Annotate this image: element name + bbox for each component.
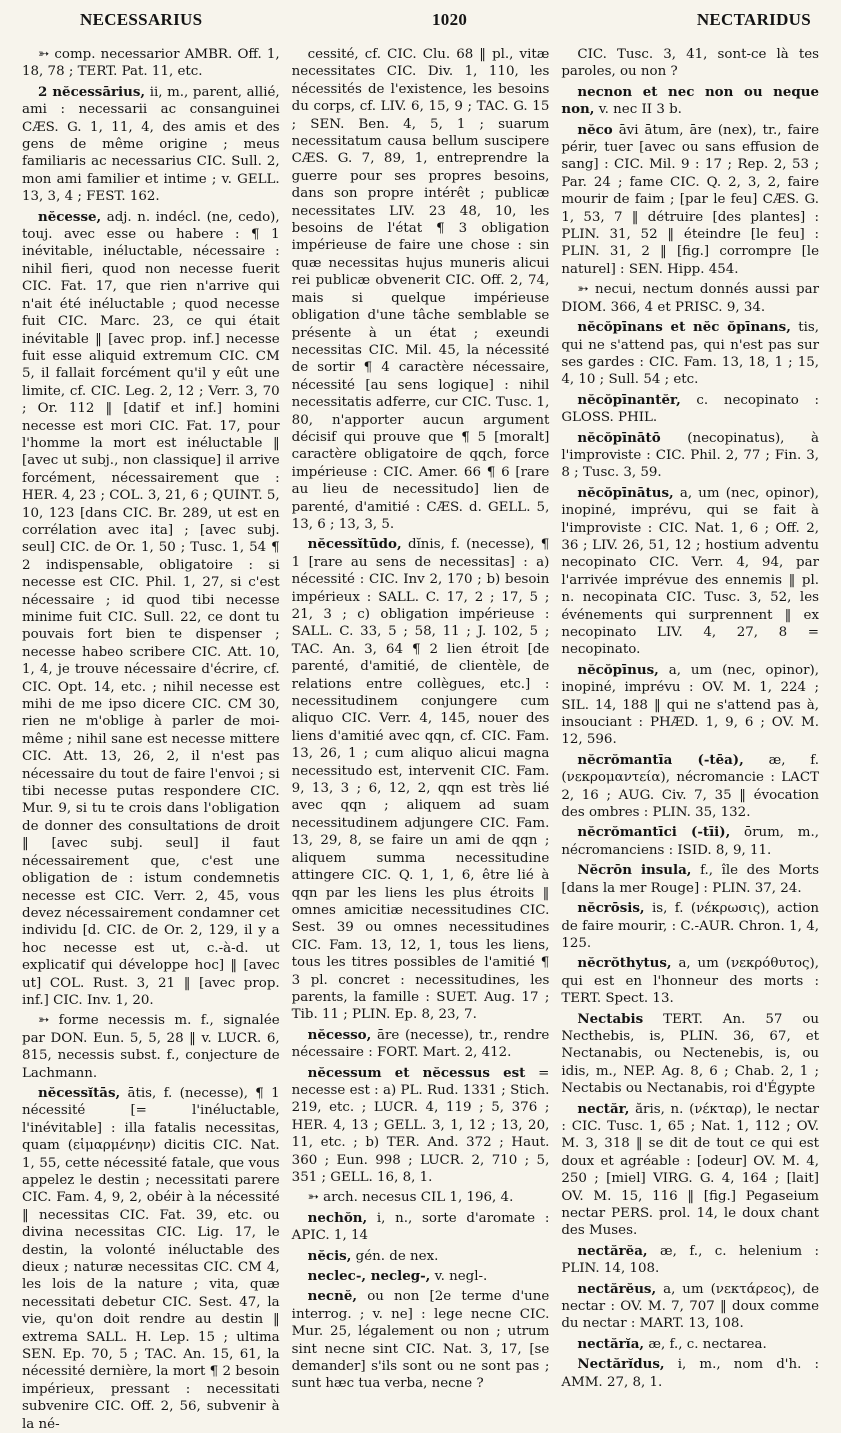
dictionary-entry (22, 1085, 280, 1433)
dictionary-entry (561, 824, 819, 859)
dictionary-entry (22, 84, 280, 206)
entry-definition: v. negl-. (434, 1269, 488, 1285)
entry-headword: neclec-, necleg-, (307, 1268, 431, 1285)
entry-headword: nĕcrōsis, (577, 900, 645, 917)
entry-headword: Nĕcrōn insula, (577, 862, 692, 879)
entry-definition: c. necopinato : GLOSS. PHIL. (561, 392, 820, 426)
dictionary-entry (292, 1065, 550, 1187)
entry-definition: a, um (νεκρόθυτος), qui est en l'honneur des morts : TERT. Spect. 13. (561, 956, 820, 1007)
dictionary-entry (561, 46, 819, 81)
entry-definition: cessité, cf. CIC. Clu. 68 ‖ pl., vitæ necessitates CIC. Div. 1, 110, les nécessités de l'existence, les besoins du corps, cf. LIV. 6, 15, 9 ; TAC. G. 15 ; SEN. Ben. 4, 5, 1 ; suarum necessitatum causa bellum suscipere CÆS. G. 7, 89, 1, entreprendre la guerre pour ses propres besoins, dans son propre intérêt ; publicæ necessitates LIV. 23 48, 10, les besoins de l'état ¶ 3 obligation impérieuse de faire une chose : sin quæ necessitas hujus muneris alicui rei publicæ obvenerit CIC. Off. 2, 74, mais si quelque impérieuse obligation d'une tâche semblable se présente à un état ; exeundi necessitas CIC. Mil. 45, la nécessité de sortir ¶ 4 caractère nécessaire, nécessité [au sens logique] : nihil necessitatis adferre, cur CIC. Tusc. 1, 80, n'apporter aucun argument décisif qui prouve que ¶ 5 [moralt] caractère obligatoire de qqch, force impérieuse : CIC. Amer. 66 ¶ 6 [rare au lieu de necessitudo] lien de parenté, d'amitié : CÆS. d. GELL. 5, 13, 6 ; 13, 3, 5. (291, 47, 550, 532)
dictionary-entry (561, 1101, 819, 1240)
dictionary-entry (561, 862, 819, 897)
dictionary-entry (292, 1189, 550, 1206)
entry-definition: adj. n. indécl. (ne, cedo), touj. avec esse ou habere : ¶ 1 inévitable, inéluctable, nécessaire : nihil fieri, quod non necesse fuerit CIC. Fat. 17, que rien n'arrive qui n'ait été inéluctable ; quod necesse fuit CIC. Marc. 23, ce qui était inévitable ‖ [avec prop. inf.] necesse fuit esse aliquid extremum CIC. CM 5, il fallait forcément qu'il y eût une limite, cf. CIC. Leg. 2, 12 ; Verr. 3, 70 ; Or. 112 ‖ [datif et inf.] homini necesse est mori CIC. Fat. 17, pour l'homme la mort est inéluctable ‖ [avec ut subj., non classique] il arrive forcément, nécessairement que : HER. 4, 23 ; COL. 3, 21, 6 ; QUINT. 5, 10, 123 [dans CIC. Br. 289, ut est en corrélation avec ita] ; [avec subj. seul] CIC. de Or. 1, 50 ; Tusc. 1, 54 ¶ 2 indispensable, obligatoire : si necesse est CIC. Phil. 1, 27, si c'est nécessaire ; id quod tibi necesse minime fuit CIC. Sull. 22, ce dont tu pouvais fort bien te dispenser ; necesse habeo scribere CIC. Att. 10, 1, 4, je trouve nécessaire d'écrire, cf. CIC. Opt. 14, etc. ; nihil necesse est mihi de me ipso dicere CIC. CM 30, rien ne m'oblige à parler de moi-même ; nihil sane est necesse mittere CIC. Att. 13, 26, 2, il n'est pas nécessaire du tout de faire l'envoi ; si tibi necesse putas respondere CIC. Mur. 9, si tu te crois dans l'obligation de donner des consultations de droit ‖ [avec subj. seul] il faut nécessairement que, c'est une obligation de : istum condemnetis necesse est CIC. Verr. 2, 45, vous devez nécessairement condamner cet individu [d. CIC. de Or. 2, 129, il y a hoc necesse est ut, c.-à-d. ut explicatif qui développe hoc] ‖ [avec ut] COL. Rust. 3, 21 ‖ [avec prop. inf.] CIC. Inv. 1, 20. (22, 209, 280, 1008)
entry-headword: nĕcessĭtās, (38, 1084, 121, 1101)
header-left-guideword: NECESSARIUS (80, 10, 203, 29)
dictionary-entry (561, 1281, 819, 1333)
entry-definition: ➳ arch. necesus CIL 1, 196, 4. (307, 1190, 514, 1206)
dictionary-entry (22, 1012, 280, 1082)
columns (22, 46, 820, 1432)
entry-definition: a, um (nec, opinor), inopiné, imprévu, qui se fait à l'improviste : CIC. Nat. 1, 6 ; Off. 2, 36 ; LIV. 26, 51, 12 ; hostium adventu necopinato CIC. Verr. 4, 94, par l'arrivée imprévue des ennemis ‖ pl. n. necopinata CIC. Tusc. 3, 52, les événements qui surprennent ‖ ex necopinato LIV. 4, 27, 8 = necopinato. (561, 485, 820, 658)
entry-headword: nĕcesse, (38, 208, 102, 225)
entry-headword: nĕco (577, 121, 613, 138)
entry-headword: 2 nĕcessārius, (38, 83, 146, 100)
entry-definition: i, n., sorte d'aromate : APIC. 1, 14 (291, 1210, 550, 1244)
entry-definition: TERT. An. 57 ou Necthebis, is, PLIN. 36, 67, et Nectanabis, ou Nectenebis, is, ou idis, m., NEP. Ag. 8, 6 ; Chab. 2, 1 ; Nectabis ou Nectanabis, roi d'Égypte (561, 1011, 820, 1097)
entry-definition: æ, f. (νεκρομαντεία), nécromancie : LACT 2, 16 ; AUG. Civ. 7, 35 ‖ évocation des ombres : PLIN. 35, 132. (561, 752, 820, 821)
entry-headword: nechŏn, (307, 1209, 368, 1226)
entry-headword: nĕcrŏmantīa (-tēa), (577, 751, 744, 768)
page-header (22, 10, 819, 46)
dictionary-entry (292, 536, 550, 1023)
dictionary-entry (561, 84, 819, 119)
dictionary-entry (292, 46, 550, 533)
dictionary-entry (561, 752, 819, 822)
dictionary-entry (561, 1356, 819, 1391)
dictionary-entry (292, 1027, 550, 1062)
entry-definition: is, f. (νέκρωσις), action de faire mourir, : C.-AUR. Chron. 1, 4, 125. (561, 901, 820, 951)
entry-headword: nĕcesso, (307, 1026, 372, 1043)
entry-definition: ou non [2e terme d'une interrog. ; v. ne] : lege necne CIC. Mur. 25, légalement ou non ; utrum sint necne sint CIC. Nat. 3, 17, [se demander] s'ils sont ou ne sont pas ; sunt hæc tua verba, necne ? (291, 1289, 550, 1392)
entry-definition: ōrum, m., nécromanciens : ISID. 8, 9, 11. (561, 825, 820, 858)
dictionary-entry (561, 392, 819, 427)
entry-definition: ➳ necui, nectum donnés aussi par DIOM. 366, 4 et PRISC. 9, 34. (561, 282, 820, 315)
entry-headword: nĕcŏpīnātō (577, 429, 661, 446)
dictionary-entry (561, 122, 819, 279)
entry-headword: Nectărĭdus, (577, 1356, 665, 1373)
header-right-guideword: NECTARIDUS (696, 10, 811, 29)
dictionary-entry (561, 955, 819, 1007)
dictionary-entry (292, 1288, 550, 1392)
entry-definition: CIC. Tusc. 3, 41, sont-ce là tes paroles, ou non ? (561, 47, 820, 80)
dictionary-entry (561, 430, 819, 482)
dictionary-entry (561, 1243, 819, 1278)
entry-definition: a, um (νεκτάρεος), de nectar : OV. M. 7, 707 ‖ doux comme du nectar : MART. 13, 108. (561, 1281, 820, 1332)
entry-definition: dĭnis, f. (necesse), ¶ 1 [rare au sens de necessitas] : a) nécessité : CIC. Inv 2, 170 ; b) besoin impérieux : SALL. C. 17, 2 ; 17, 5 ; 21, 3 ; c) obligation impérieuse : SALL. C. 33, 5 ; 58, 11 ; J. 102, 5 ; TAC. An. 3, 64 ¶ 2 lien étroit [de parenté, d'amitié, de clientèle, de relations entre collègues, etc.] : necessitudinem conjungere cum aliquo CIC. Verr. 4, 145, nouer des liens d'amitié avec qqn, cf. CIC. Fam. 13, 26, 1 ; cum aliquo alicui magna necessitudo est, intervenit CIC. Fam. 9, 13, 3 ; 6, 12, 2, qqn est très lié avec qqn ; aliquem ad suam necessitudinem adjungere CIC. Fam. 13, 29, 8, se faire un ami de qqn ; aliquem summa necessitudine attingere CIC. Q. 1, 1, 6, être lié à qqn par les liens les plus étroits ‖ omnes amicitiæ necessitudines CIC. Sest. 39 ou omnes necessitudines CIC. Fam. 13, 12, 1, tous les liens, tous les titres possibles de l'amitié ¶ 3 pl. concret : necessitudines, les parents, la famille : SUET. Aug. 17 ; Tib. 11 ; PLIN. Ep. 8, 23, 7. (291, 537, 550, 1023)
dictionary-entry (561, 281, 819, 316)
page-number: 1020 (431, 10, 468, 29)
entry-definition: āre (necesse), tr., rendre nécessaire : FORT. Mart. 2, 412. (291, 1027, 550, 1061)
entry-headword: nĕcŏpīnātus, (577, 484, 674, 501)
entry-headword: Nectabis (577, 1010, 644, 1027)
entry-definition: a, um (nec, opinor), inopiné, imprévu : OV. M. 1, 224 ; SIL. 14, 188 ‖ qui ne s'attend pas à, insouciant : PHÆD. 1, 9, 6 ; OV. M. 12, 596. (561, 662, 820, 748)
dictionary-entry (22, 46, 280, 81)
dictionary-entry (292, 1268, 550, 1285)
entry-headword: necnĕ, (307, 1288, 357, 1305)
entry-headword: nĕcrŏmantīci (-tīi), (577, 824, 731, 841)
dictionary-entry (561, 485, 819, 659)
dictionary-entry (292, 1248, 550, 1265)
entry-headword: nectărĭa, (577, 1335, 645, 1352)
entry-headword: nectăr, (577, 1100, 630, 1117)
entry-definition: ātis, f. (necesse), ¶ 1 nécessité [= l'inéluctable, l'inévitable] : illa fatalis necessitas, quam (εἱμαρμένην) dicitis CIC. Nat. 1, 55, cette nécessité fatale, que vous appelez le destin ; necessitati parere CIC. Fam. 4, 9, 2, obéir à la nécessité ‖ necessitas CIC. Fat. 39, etc. ou divina necessitas CIC. Lig. 17, le destin, la volonté inéluctable des dieux ; naturæ necessitas CIC. CM 4, les lois de la nature ; vita, quæ necessitati debetur CIC. Sest. 47, la vie, qu'on doit rendre au destin ‖ extrema SALL. H. Lep. 15 ; ultima SEN. Ep. 70, 5 ; TAC. An. 15, 61, la nécessité dernière, la mort ¶ 2 besoin impérieux, pressant : necessitati subvenire CIC. Off. 2, 56, subvenir à la né- (22, 1085, 280, 1432)
entry-definition: ii, m., parent, allié, ami : necessarii ac consanguinei CÆS. G. 1, 11, 4, des amis et des gens de même origine ; meus familiaris ac necessarius CIC. Sull. 2, mon ami familier et intime ; v. GELL. 13, 3, 4 ; FEST. 162. (22, 84, 280, 205)
entry-definition: f., île des Morts [dans la mer Rouge] : PLIN. 37, 24. (561, 863, 820, 896)
column-2 (291, 46, 550, 1392)
entry-definition: āvi ātum, āre (nex), tr., faire périr, tuer [avec ou sans effusion de sang] : CIC. Mil. 9 : 17 ; Rep. 2, 53 ; Par. 24 ; fame CIC. Q. 2, 3, 2, faire mourir de faim ; [par le feu] CÆS. G. 1, 53, 7 ‖ détruire [des plantes] : PLIN. 31, 52 ‖ éteindre [le feu] : PLIN. 31, 2 ‖ [fig.] corrompre [le naturel] : SEN. Hipp. 454. (561, 122, 820, 277)
entry-definition: gén. de nex. (355, 1248, 439, 1264)
entry-headword: nectărĕa, (577, 1242, 648, 1259)
entry-headword: nĕcessum et nĕcessus est (307, 1064, 526, 1081)
dictionary-entry (561, 1336, 819, 1353)
entry-headword: nĕcessĭtūdo, (307, 536, 402, 553)
entry-headword: necnon et nec non ou neque non, (561, 83, 820, 118)
entry-definition: i, m., nom d'h. : AMM. 27, 8, 1. (561, 1357, 820, 1390)
dictionary-entry (22, 209, 280, 1010)
column-3 (561, 46, 820, 1390)
entry-definition: æ, f., c. nectarea. (648, 1336, 767, 1352)
entry-definition: = necesse est : a) PL. Rud. 1331 ; Stich. 219, etc. ; LUCR. 4, 119 ; 5, 376 ; HER. 4, 13 ; GELL. 3, 1, 12 ; 13, 20, 11, etc. ; b) TER. And. 372 ; Haut. 360 ; Eun. 998 ; LUCR. 2, 710 ; 5, 351 ; GELL. 16, 8, 1. (291, 1065, 550, 1185)
entry-headword: nĕcrŏthytus, (577, 955, 672, 972)
entry-definition: (necopinatus), à l'improviste : CIC. Phil. 2, 77 ; Fin. 3, 8 ; Tusc. 3, 59. (561, 430, 820, 481)
dictionary-entry (561, 1011, 819, 1098)
entry-headword: nectărĕus, (577, 1280, 657, 1297)
entry-definition: tis, qui ne s'attend pas, qui n'est pas sur ses gardes : CIC. Fam. 13, 18, 1 ; 15, 4, 10 ; Sull. 54 ; etc. (561, 320, 820, 388)
entry-headword: nĕcŏpīnans et nĕc ŏpīnans, (577, 319, 791, 336)
dictionary-entry (292, 1210, 550, 1245)
dictionary-entry (561, 319, 819, 389)
entry-definition: æ, f., c. helenium : PLIN. 14, 108. (561, 1243, 820, 1277)
entry-headword: nĕcŏpīnus, (577, 661, 659, 678)
entry-headword: nĕcis, (307, 1247, 352, 1264)
column-1 (22, 46, 280, 1432)
entry-headword: nĕcŏpīnantĕr, (577, 391, 681, 408)
dictionary-entry (561, 900, 819, 952)
entry-definition: v. nec II 3 b. (598, 102, 682, 118)
entry-definition: ăris, n. (νέκταρ), le nectar : CIC. Tusc. 1, 65 ; Nat. 1, 112 ; OV. M. 3, 318 ‖ se dit de tout ce qui est doux et agréable : [odeur] OV. M. 4, 250 ; [miel] VIRG. G. 4, 164 ; [lait] OV. M. 15, 116 ‖ [fig.] Pegaseium nectar PERS. prol. 14, le doux chant des Muses. (561, 1101, 820, 1239)
entry-definition: ➳ forme necessis m. f., signalée par DON. Eun. 5, 5, 28 ‖ v. LUCR. 6, 815, necessis subst. f., conjecture de Lachmann. (22, 1013, 280, 1081)
dictionary-entry (561, 662, 819, 749)
entry-definition: ➳ comp. necessarior AMBR. Off. 1, 18, 78 ; TERT. Pat. 11, etc. (22, 47, 280, 80)
